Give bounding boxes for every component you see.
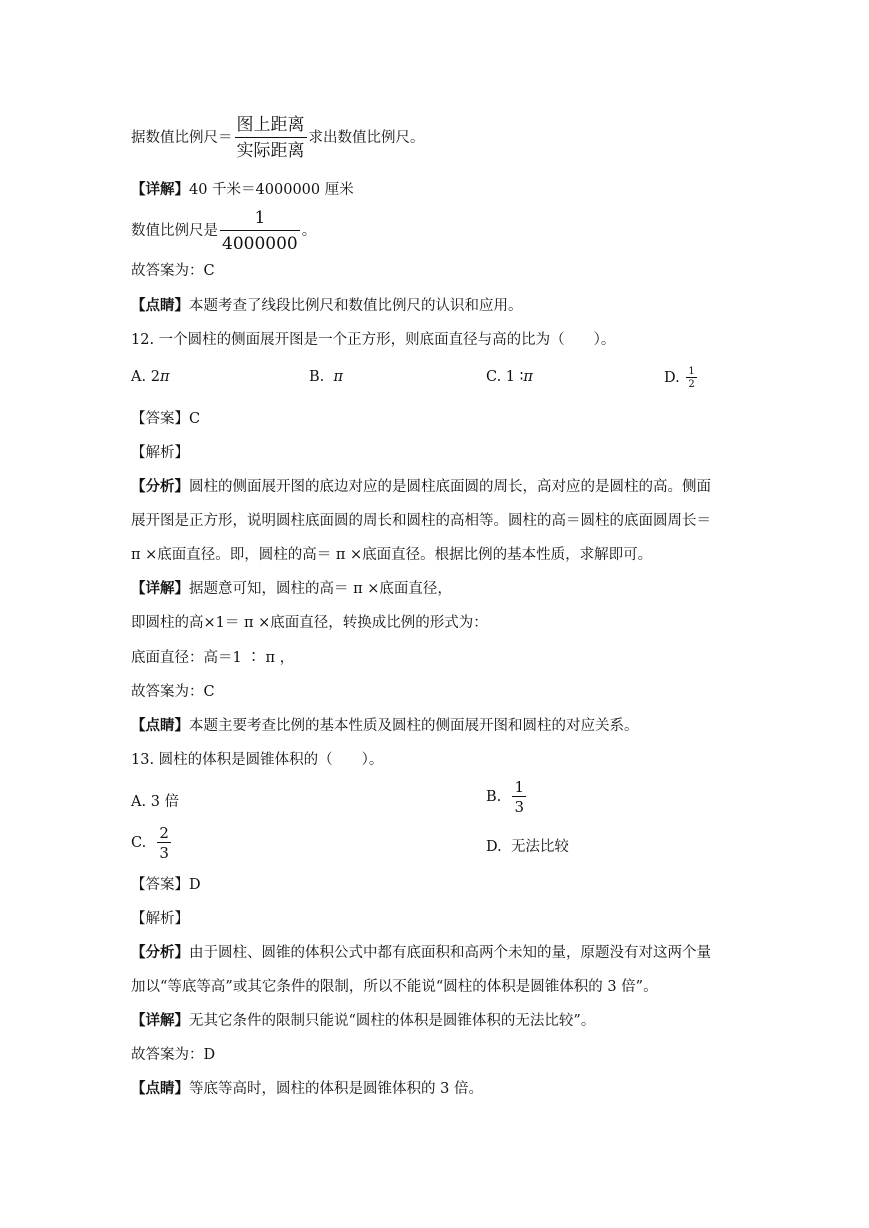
comment-tag: 【点睛】 (131, 717, 189, 734)
q11-comment-line (131, 296, 523, 316)
q13-detail-line-1 (131, 1011, 595, 1031)
fraction-numerator: 图上距离 (236, 115, 305, 135)
option-text: 1 ∶ (505, 369, 524, 385)
formula-prefix: 据数值比例尺＝ (131, 130, 233, 146)
q12-option-b (309, 369, 343, 385)
option-label: C. (486, 369, 502, 385)
detail-text: 无其它条件的限制只能说“圆柱的体积是圆锥体积的无法比较”。 (189, 1013, 596, 1029)
detail-tag: 【详解】 (131, 1012, 189, 1029)
q11-answer-line: 故答案为：C (131, 263, 215, 279)
detail-tag: 【详解】 (131, 181, 189, 198)
q12-option-c (486, 369, 533, 385)
fraction-denominator: 3 (514, 798, 525, 816)
pi-symbol: π (523, 369, 533, 385)
option-label: A. (131, 369, 147, 385)
pi-symbol: π (333, 369, 344, 385)
fraction-numerator: 1 (254, 208, 266, 228)
scale-fraction (220, 206, 300, 256)
q12-detail-line-1 (131, 579, 452, 599)
option-fraction (512, 778, 526, 816)
comment-tag: 【点睛】 (131, 1080, 189, 1097)
q12-option-d (664, 366, 699, 390)
q12-detail-line-2: 即圆柱的高×1＝ π ×底面直径，转换成比例的形式为： (131, 615, 488, 631)
q12-stem: 12. 一个圆柱的侧面展开图是一个正方形，则底面直径与高的比为（ ）。 (131, 332, 616, 348)
pi-symbol: π (159, 369, 170, 385)
option-text: 3 倍 (150, 794, 180, 810)
analysis-tag: 【分析】 (131, 478, 189, 495)
q13-answer: 【答案】D (131, 877, 201, 893)
detail-tag: 【详解】 (131, 580, 189, 597)
q13-analysis-header: 【解析】 (131, 911, 189, 927)
detail-text: 据题意可知，圆柱的高＝ π ×底面直径， (189, 581, 452, 597)
q12-detail-line-3: 底面直径：高＝1 ∶ π ， (131, 650, 295, 666)
scale-prefix: 数值比例尺是 (131, 223, 218, 239)
option-label: B. (486, 789, 502, 805)
comment-text: 等底等高时，圆柱的体积是圆锥体积的 3 倍。 (189, 1081, 483, 1097)
analysis-text: 由于圆柱、圆锥的体积公式中都有底面积和高两个未知的量，原题没有对这两个量 (189, 945, 711, 961)
q13-analysis-line-1 (131, 943, 711, 963)
option-label: C. (131, 835, 147, 851)
option-label: A. (131, 794, 147, 810)
q13-option-a (131, 790, 179, 811)
q12-comment-line (131, 716, 639, 736)
fraction-numerator: 1 (688, 366, 695, 377)
q12-answer: 【答案】C (131, 411, 201, 427)
q11-scale-line (131, 206, 316, 256)
option-label: B. (309, 369, 325, 385)
q12-analysis-line-2: 展开图是正方形，说明圆柱底面圆的周长和圆柱的高相等。圆柱的高＝圆柱的底面圆周长＝ (131, 513, 711, 529)
q13-option-b (486, 778, 528, 816)
q12-option-a (131, 369, 169, 385)
q11-detail-line (131, 180, 354, 200)
q12-detail-line-4: 故答案为：C (131, 684, 215, 700)
comment-text: 本题考查了线段比例尺和数值比例尺的认识和应用。 (189, 298, 523, 314)
fraction-denominator: 2 (688, 379, 695, 390)
option-fraction (157, 824, 171, 862)
q13-option-d (486, 835, 569, 856)
q13-stem: 13. 圆柱的体积是圆锥体积的（ ）。 (131, 752, 384, 768)
scale-suffix: 。 (301, 223, 317, 239)
q12-analysis-line-1 (131, 477, 711, 497)
fraction-numerator: 1 (514, 778, 525, 796)
q12-analysis-header: 【解析】 (131, 445, 189, 461)
option-text: 2 (150, 369, 160, 385)
q13-option-c (131, 824, 173, 862)
detail-text: 40 千米＝4000000 厘米 (189, 182, 354, 198)
q13-analysis-line-2: 加以“等底等高”或其它条件的限制，所以不能说“圆柱的体积是圆锥体积的 3 倍”。 (131, 979, 658, 995)
option-text: 无法比较 (510, 839, 569, 855)
analysis-tag: 【分析】 (131, 944, 189, 961)
comment-tag: 【点睛】 (131, 297, 189, 314)
analysis-text: 圆柱的侧面展开图的底边对应的是圆柱底面圆的周长，高对应的是圆柱的高。侧面 (189, 479, 711, 495)
q12-analysis-line-3: π ×底面直径。即，圆柱的高＝ π ×底面直径。根据比例的基本性质，求解即可。 (131, 547, 653, 563)
fraction-denominator: 3 (159, 844, 169, 862)
option-fraction (686, 366, 696, 390)
fraction-numerator: 2 (159, 824, 169, 842)
q13-comment-line (131, 1079, 483, 1099)
fraction-denominator: 实际距离 (235, 137, 307, 163)
formula-line (131, 113, 425, 163)
formula-suffix: 求出数值比例尺。 (308, 130, 425, 146)
comment-text: 本题主要考查比例的基本性质及圆柱的侧面展开图和圆柱的对应关系。 (189, 718, 639, 734)
option-label: D. (664, 370, 680, 386)
fraction-denominator: 4000000 (220, 230, 300, 256)
scale-formula-fraction (235, 113, 307, 163)
option-label: D. (486, 839, 502, 855)
q13-detail-line-2: 故答案为：D (131, 1047, 216, 1063)
